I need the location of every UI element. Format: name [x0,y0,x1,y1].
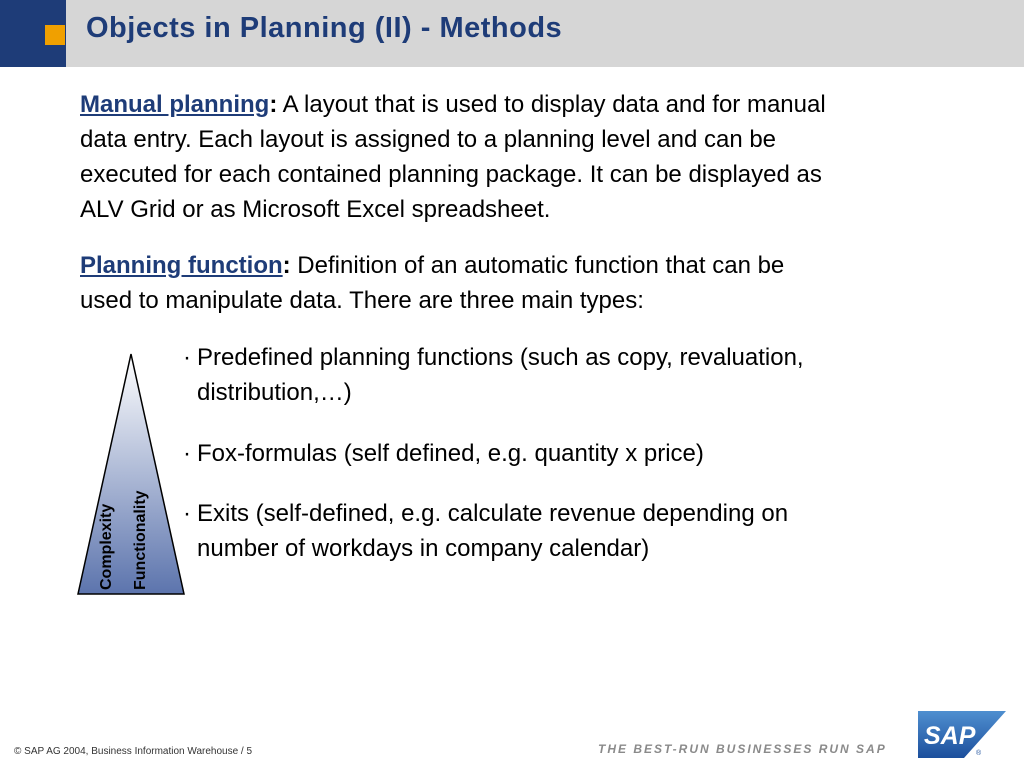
title-square-icon [45,25,65,45]
bullet-marker: · [183,500,191,527]
slide-title: Objects in Planning (II) - Methods [86,12,563,44]
functionality-label: Functionality [132,490,149,590]
bullet-item-fox-formulas [183,436,943,471]
svg-text:®: ® [976,750,982,757]
manual-planning-term: Manual planning [80,91,270,118]
manual-planning-paragraph [80,87,980,227]
bullet-line1: Fox-formulas (self defined, e.g. quantity x price) [197,440,704,467]
planning-function-term: Planning function [80,252,283,279]
bullet-line1: Exits (self-defined, e.g. calculate revenue depending on [197,500,789,527]
bullet-line2: number of workdays in company calendar) [197,535,650,562]
sap-logo [918,711,1006,758]
manual-planning-colon: : [269,91,278,118]
sap-logo-text: SAP [924,722,976,750]
bullet-item-exits [183,496,943,566]
bullet-marker: · [183,344,191,371]
bullet-item-predefined [183,340,943,410]
bullet-marker: · [183,440,191,467]
bullet-line1: Predefined planning functions (such as copy, revaluation, [197,344,804,371]
manual-planning-line3: executed for each contained planning package. It can be displayed as [80,161,822,188]
complexity-label: Complexity [98,503,115,590]
manual-planning-line1: A layout that is used to display data and for manual [277,91,826,118]
footer-slogan: THE BEST-RUN BUSINESSES RUN SAP [598,742,887,756]
manual-planning-line4: ALV Grid or as Microsoft Excel spreadsheet. [80,196,551,223]
planning-function-line2: used to manipulate data. There are three main types: [80,287,644,314]
planning-function-line1: Definition of an automatic function that can be [290,252,785,279]
planning-function-colon: : [282,252,291,279]
footer-copyright: © SAP AG 2004, Business Information Warehouse / 5 [14,746,253,757]
manual-planning-line2: data entry. Each layout is assigned to a planning level and can be [80,126,777,153]
planning-function-paragraph [80,248,980,318]
bullet-line2: distribution,…) [197,379,352,406]
